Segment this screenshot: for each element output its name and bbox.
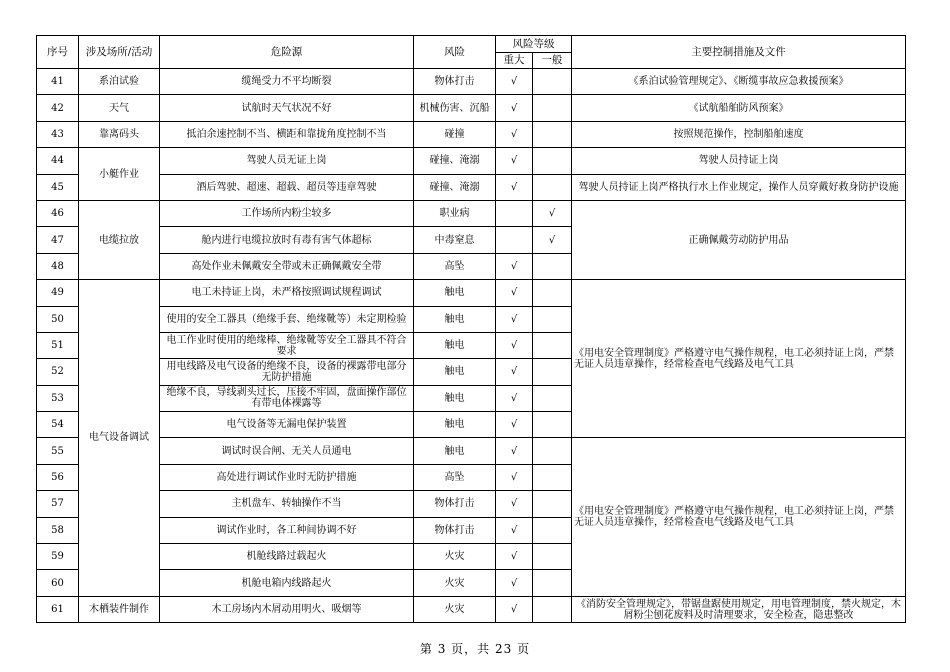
table-row: [37, 174, 906, 200]
row-no: 42: [37, 95, 79, 121]
row-measures: 驾驶人员持证上岗严格执行水上作业规定，操作人员穿戴好救身防护设施: [572, 174, 906, 200]
row-risk: 高坠: [414, 253, 496, 279]
row-hazard: 抵泊余速控制不当、横距和靠拢角度控制不当: [160, 121, 414, 147]
header-row: [37, 36, 906, 53]
row-measures: 《试航船舶防风预案》: [572, 95, 906, 121]
row-hazard: 缆绳受力不平均断裂: [160, 69, 414, 95]
row-measures: 按照规范操作，控制船舶速度: [572, 121, 906, 147]
row-hazard: 主机盘车、转轴操作不当: [160, 491, 414, 517]
row-no: 41: [37, 69, 79, 95]
row-major: √: [496, 517, 533, 543]
row-risk: 碰撞、淹溺: [414, 148, 496, 174]
row-measures: 《消防安全管理规定》，带锯盘踞使用规定，用电管理制度，禁火规定，木屑粉尘刨花废料及时清理要求，安全检查，隐患整改: [572, 596, 906, 622]
row-risk: 触电: [414, 438, 496, 464]
hazard-table: [36, 35, 906, 623]
row-general: [533, 332, 572, 358]
row-general: [533, 121, 572, 147]
row-general: [533, 544, 572, 570]
row-hazard: 舱内进行电缆拉放时有毒有害气体超标: [160, 227, 414, 253]
row-general: [533, 385, 572, 411]
row-general: [533, 69, 572, 95]
row-no: 56: [37, 464, 79, 490]
table-row: [37, 69, 906, 95]
row-risk: 火灾: [414, 570, 496, 596]
row-hazard: 机舱线路过载起火: [160, 544, 414, 570]
header-general: 一般: [533, 53, 572, 69]
row-place: 系泊试验: [79, 69, 160, 95]
row-general: √: [533, 227, 572, 253]
row-no: 57: [37, 491, 79, 517]
row-major: √: [496, 570, 533, 596]
row-hazard: 试航时天气状况不好: [160, 95, 414, 121]
row-major: √: [496, 596, 533, 622]
table-row: [37, 148, 906, 174]
row-no: 59: [37, 544, 79, 570]
row-no: 55: [37, 438, 79, 464]
table-row: [37, 121, 906, 147]
row-hazard: 酒后驾驶、超速、超载、超员等违章驾驶: [160, 174, 414, 200]
row-major: √: [496, 385, 533, 411]
header-risk-level: 风险等级: [496, 36, 572, 53]
row-no: 44: [37, 148, 79, 174]
row-major: √: [496, 438, 533, 464]
row-general: [533, 306, 572, 332]
row-no: 45: [37, 174, 79, 200]
header-place: 涉及场所/活动: [79, 36, 160, 69]
header-major: 重大: [496, 53, 533, 69]
row-risk: 触电: [414, 280, 496, 306]
row-no: 50: [37, 306, 79, 332]
row-major: √: [496, 121, 533, 147]
row-major: √: [496, 464, 533, 490]
row-measures: 《用电安全管理制度》严格遵守电气操作规程，电工必须持证上岗，严禁无证人员违章操作，经常检查电气线路及电气工具: [572, 438, 906, 596]
row-place: 小艇作业: [79, 148, 160, 201]
table-row: [37, 200, 906, 226]
row-place: 电缆拉放: [79, 200, 160, 279]
row-risk: 触电: [414, 306, 496, 332]
row-major: √: [496, 412, 533, 438]
row-major: √: [496, 544, 533, 570]
row-no: 54: [37, 412, 79, 438]
row-general: √: [533, 200, 572, 226]
table-row: [37, 280, 906, 306]
row-measures: 驾驶人员持证上岗: [572, 148, 906, 174]
row-place: 靠离码头: [79, 121, 160, 147]
row-general: [533, 148, 572, 174]
row-risk: 触电: [414, 359, 496, 385]
row-no: 53: [37, 385, 79, 411]
row-major: √: [496, 95, 533, 121]
table-row: [37, 596, 906, 622]
row-no: 49: [37, 280, 79, 306]
row-risk: 火灾: [414, 596, 496, 622]
row-hazard: 工作场所内粉尘较多: [160, 200, 414, 226]
row-risk: 中毒窒息: [414, 227, 496, 253]
row-general: [533, 174, 572, 200]
row-major: [496, 227, 533, 253]
row-general: [533, 517, 572, 543]
row-hazard: 电工作业时使用的绝缘棒、绝缘靴等安全工器具不符合要求: [160, 332, 414, 358]
row-hazard: 绝缘不良，导线剥头过长，压接不牢固，盘面操作部位有带电体裸露等: [160, 385, 414, 411]
row-place: 木栖装件制作: [79, 596, 160, 622]
row-risk: 物体打击: [414, 491, 496, 517]
row-general: [533, 95, 572, 121]
row-major: √: [496, 174, 533, 200]
row-hazard: 电工未持证上岗，未严格按照调试规程调试: [160, 280, 414, 306]
table-row: [37, 438, 906, 464]
header-measures: 主要控制措施及文件: [572, 36, 906, 69]
row-risk: 物体打击: [414, 517, 496, 543]
row-major: √: [496, 332, 533, 358]
header-risk: 风险: [414, 36, 496, 69]
row-general: [533, 359, 572, 385]
row-general: [533, 280, 572, 306]
row-risk: 触电: [414, 412, 496, 438]
table-row: [37, 95, 906, 121]
row-general: [533, 596, 572, 622]
page-footer: 第 3 页，共 23 页: [419, 642, 531, 656]
row-no: 58: [37, 517, 79, 543]
row-no: 51: [37, 332, 79, 358]
row-general: [533, 464, 572, 490]
row-hazard: 机舱电箱内线路起火: [160, 570, 414, 596]
row-no: 48: [37, 253, 79, 279]
row-major: √: [496, 280, 533, 306]
row-major: √: [496, 69, 533, 95]
row-risk: 火灾: [414, 544, 496, 570]
row-hazard: 电气设备等无漏电保护装置: [160, 412, 414, 438]
row-major: √: [496, 306, 533, 332]
row-risk: 高坠: [414, 464, 496, 490]
row-measures: 《用电安全管理制度》严格遵守电气操作规程，电工必须持证上岗，严禁无证人员违章操作，经常检查电气线路及电气工具: [572, 280, 906, 438]
row-major: √: [496, 253, 533, 279]
row-no: 47: [37, 227, 79, 253]
row-no: 52: [37, 359, 79, 385]
row-general: [533, 570, 572, 596]
row-risk: 机械伤害、沉船: [414, 95, 496, 121]
row-place: 天气: [79, 95, 160, 121]
row-major: √: [496, 148, 533, 174]
row-general: [533, 253, 572, 279]
row-no: 61: [37, 596, 79, 622]
row-hazard: 用电线路及电气设备的绝缘不良，设备的裸露带电部分无防护措施: [160, 359, 414, 385]
row-general: [533, 491, 572, 517]
row-risk: 触电: [414, 332, 496, 358]
row-major: [496, 200, 533, 226]
row-general: [533, 412, 572, 438]
header-hazard: 危险源: [160, 36, 414, 69]
row-measures: 《系泊试验管理规定》、《断缆事故应急救援预案》: [572, 69, 906, 95]
row-no: 60: [37, 570, 79, 596]
row-risk: 碰撞: [414, 121, 496, 147]
row-major: √: [496, 491, 533, 517]
row-hazard: 驾驶人员无证上岗: [160, 148, 414, 174]
row-hazard: 调试作业时，各工种间协调不好: [160, 517, 414, 543]
row-general: [533, 438, 572, 464]
row-no: 46: [37, 200, 79, 226]
row-risk: 触电: [414, 385, 496, 411]
row-place: 电气设备调试: [79, 280, 160, 597]
row-measures: 正确佩戴劳动防护用品: [572, 200, 906, 279]
row-risk: 碰撞、淹溺: [414, 174, 496, 200]
row-major: √: [496, 359, 533, 385]
header-no: 序号: [37, 36, 79, 69]
row-hazard: 高处进行调试作业时无防护措施: [160, 464, 414, 490]
row-risk: 职业病: [414, 200, 496, 226]
row-hazard: 木工房场内木屑动用明火、吸烟等: [160, 596, 414, 622]
row-hazard: 使用的安全工器具（绝缘手套、绝缘靴等）未定期检验: [160, 306, 414, 332]
row-hazard: 高处作业未佩戴安全带或未正确佩戴安全带: [160, 253, 414, 279]
row-hazard: 调试时误合闸、无关人员通电: [160, 438, 414, 464]
row-no: 43: [37, 121, 79, 147]
row-risk: 物体打击: [414, 69, 496, 95]
